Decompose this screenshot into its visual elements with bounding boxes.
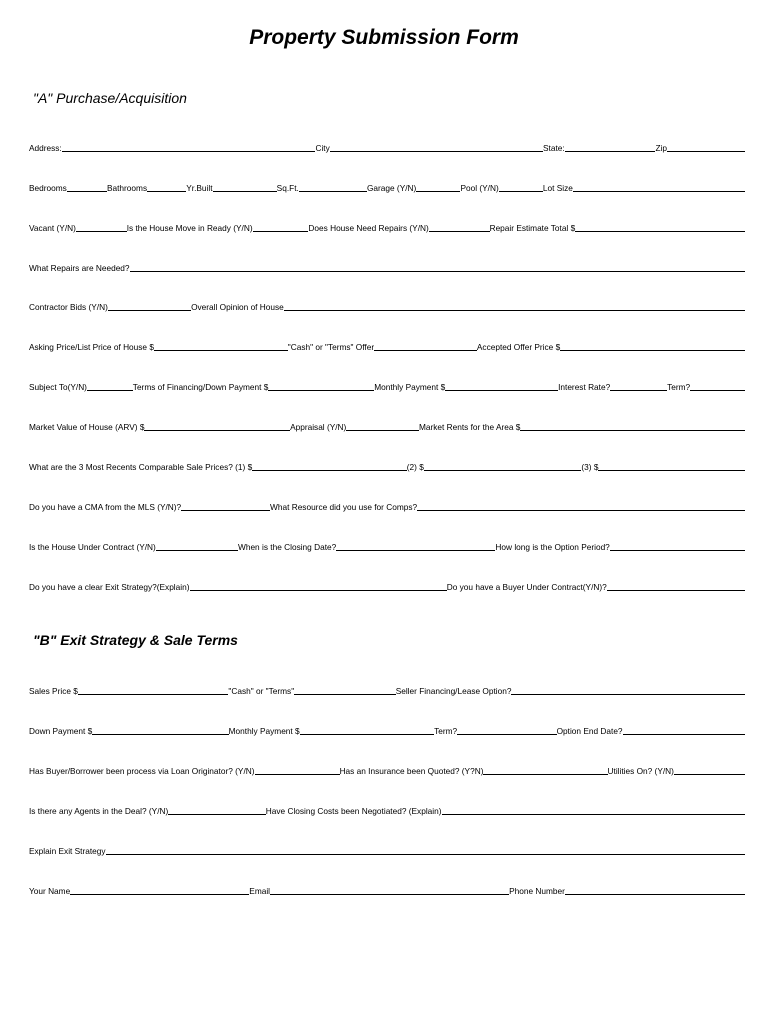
field-label: Term? [434,726,458,736]
form-row [29,458,745,472]
field-blank-line[interactable] [67,181,107,192]
field-blank-line[interactable] [300,724,434,735]
field-label: When is the Closing Date? [238,542,337,552]
field-blank-line[interactable] [252,460,407,471]
field-label: Email [249,886,271,896]
field-blank-line[interactable] [255,764,340,775]
field-blank-line[interactable] [270,884,509,895]
form-row [29,338,745,352]
field-label: "Cash" or "Terms" [228,686,295,696]
form-row [29,578,745,592]
form-title: Property Submission Form [249,26,519,49]
field-label: Explain Exit Strategy [29,846,106,856]
field-label: Does House Need Repairs (Y/N) [308,223,429,233]
field-label: (3) $ [581,462,599,472]
field-label: Has an Insurance been Quoted? (Y?N) [339,766,484,776]
field-label: Is the House Under Contract (Y/N) [29,542,156,552]
field-blank-line[interactable] [330,141,543,152]
field-blank-line[interactable] [623,724,745,735]
field-blank-line[interactable] [560,340,745,351]
form-row [29,139,745,153]
field-label: Utilities On? (Y/N) [607,766,674,776]
field-blank-line[interactable] [445,380,558,391]
field-blank-line[interactable] [346,420,419,431]
field-blank-line[interactable] [299,181,367,192]
field-label: Down Payment $ [29,726,93,736]
field-blank-line[interactable] [168,804,266,815]
field-blank-line[interactable] [598,460,745,471]
field-label: Vacant (Y/N) [29,223,76,233]
field-label: Monthly Payment $ [228,726,300,736]
field-label: Sales Price $ [29,686,78,696]
field-blank-line[interactable] [147,181,186,192]
field-blank-line[interactable] [76,221,127,232]
field-label: Monthly Payment $ [374,382,446,392]
field-blank-line[interactable] [520,420,745,431]
field-label: Asking Price/List Price of House $ [29,342,154,352]
field-blank-line[interactable] [674,764,745,775]
field-blank-line[interactable] [78,684,229,695]
field-label: What are the 3 Most Recents Comparable Sale Prices? (1) $ [29,462,253,472]
field-blank-line[interactable] [565,884,745,895]
field-label: Terms of Financing/Down Payment $ [132,382,269,392]
field-label: City [315,143,330,153]
field-label: (2) $ [406,462,424,472]
field-label: Have Closing Costs been Negotiated? (Explain) [265,806,442,816]
field-blank-line[interactable] [417,500,745,511]
field-blank-line[interactable] [268,380,374,391]
field-label: Appraisal (Y/N) [290,422,347,432]
field-label: Contractor Bids (Y/N) [29,302,108,312]
field-blank-line[interactable] [154,340,288,351]
field-blank-line[interactable] [457,724,556,735]
field-blank-line[interactable] [87,380,133,391]
field-blank-line[interactable] [144,420,290,431]
form-row [29,722,745,736]
field-label: Garage (Y/N) [366,183,417,193]
form-row [29,179,745,193]
form-row [29,538,745,552]
field-label: "Cash" or "Terms" Offer [287,342,375,352]
field-blank-line[interactable] [565,141,656,152]
field-blank-line[interactable] [181,500,270,511]
field-label: Accepted Offer Price $ [476,342,561,352]
form-row [29,378,745,392]
form-row [29,682,745,696]
field-label: Pool (Y/N) [460,183,499,193]
field-blank-line[interactable] [610,540,745,551]
field-label: Phone Number [509,886,565,896]
field-blank-line[interactable] [92,724,228,735]
field-blank-line[interactable] [483,764,607,775]
field-label: Market Rents for the Area $ [418,422,521,432]
field-blank-line[interactable] [575,221,745,232]
form-row [29,802,745,816]
field-blank-line[interactable] [424,460,582,471]
section-a-heading: "A" Purchase/Acquisition [33,90,187,106]
field-label: Has Buyer/Borrower been process via Loan Originator? (Y/N) [29,766,255,776]
field-blank-line[interactable] [374,340,477,351]
field-label: State: [542,143,565,153]
field-label: Do you have a clear Exit Strategy?(Explain) [29,582,190,592]
field-label: Option End Date? [556,726,623,736]
field-blank-line[interactable] [190,580,447,591]
field-label: Lot Size [542,183,573,193]
field-blank-line[interactable] [442,804,746,815]
field-label: Seller Financing/Lease Option? [395,686,512,696]
field-blank-line[interactable] [106,844,745,855]
field-blank-line[interactable] [108,300,191,311]
field-blank-line[interactable] [284,300,745,311]
field-blank-line[interactable] [294,684,396,695]
field-label: Overall Opinion of House [191,302,284,312]
field-blank-line[interactable] [70,884,249,895]
field-label: Bedrooms [29,183,67,193]
field-label: Repair Estimate Total $ [489,223,576,233]
form-row [29,298,745,312]
section-b-heading: "B" Exit Strategy & Sale Terms [33,632,238,648]
field-blank-line[interactable] [336,540,495,551]
form-row [29,842,745,856]
field-label: How long is the Option Period? [495,542,610,552]
field-blank-line[interactable] [156,540,238,551]
field-blank-line[interactable] [690,380,745,391]
field-blank-line[interactable] [610,380,667,391]
field-blank-line[interactable] [429,221,490,232]
field-label: Is there any Agents in the Deal? (Y/N) [29,806,169,816]
field-blank-line[interactable] [607,580,745,591]
field-label: What Resource did you use for Comps? [270,502,418,512]
form-row [29,219,745,233]
form-row [29,762,745,776]
field-label: Interest Rate? [558,382,611,392]
field-label: Zip [655,143,668,153]
field-blank-line[interactable] [253,221,309,232]
field-blank-line[interactable] [667,141,745,152]
field-label: Market Value of House (ARV) $ [29,422,145,432]
field-label: Bathrooms [106,183,148,193]
field-label: Is the House Move in Ready (Y/N) [126,223,253,233]
field-blank-line[interactable] [130,261,745,272]
form-row [29,882,745,896]
form-row [29,418,745,432]
field-label: Yr.Built [186,183,213,193]
field-blank-line[interactable] [499,181,543,192]
field-blank-line[interactable] [511,684,745,695]
field-label: Sq.Ft. [276,183,299,193]
field-label: Your Name [29,886,71,896]
field-label: What Repairs are Needed? [29,263,130,273]
field-blank-line[interactable] [62,141,316,152]
field-label: Subject To(Y/N) [29,382,87,392]
field-blank-line[interactable] [416,181,460,192]
field-label: Do you have a Buyer Under Contract(Y/N)? [446,582,607,592]
form-row [29,259,745,273]
field-label: Term? [667,382,691,392]
field-label: Do you have a CMA from the MLS (Y/N)? [29,502,182,512]
field-label: Address: [29,143,62,153]
field-blank-line[interactable] [213,181,277,192]
form-row [29,498,745,512]
field-blank-line[interactable] [573,181,745,192]
